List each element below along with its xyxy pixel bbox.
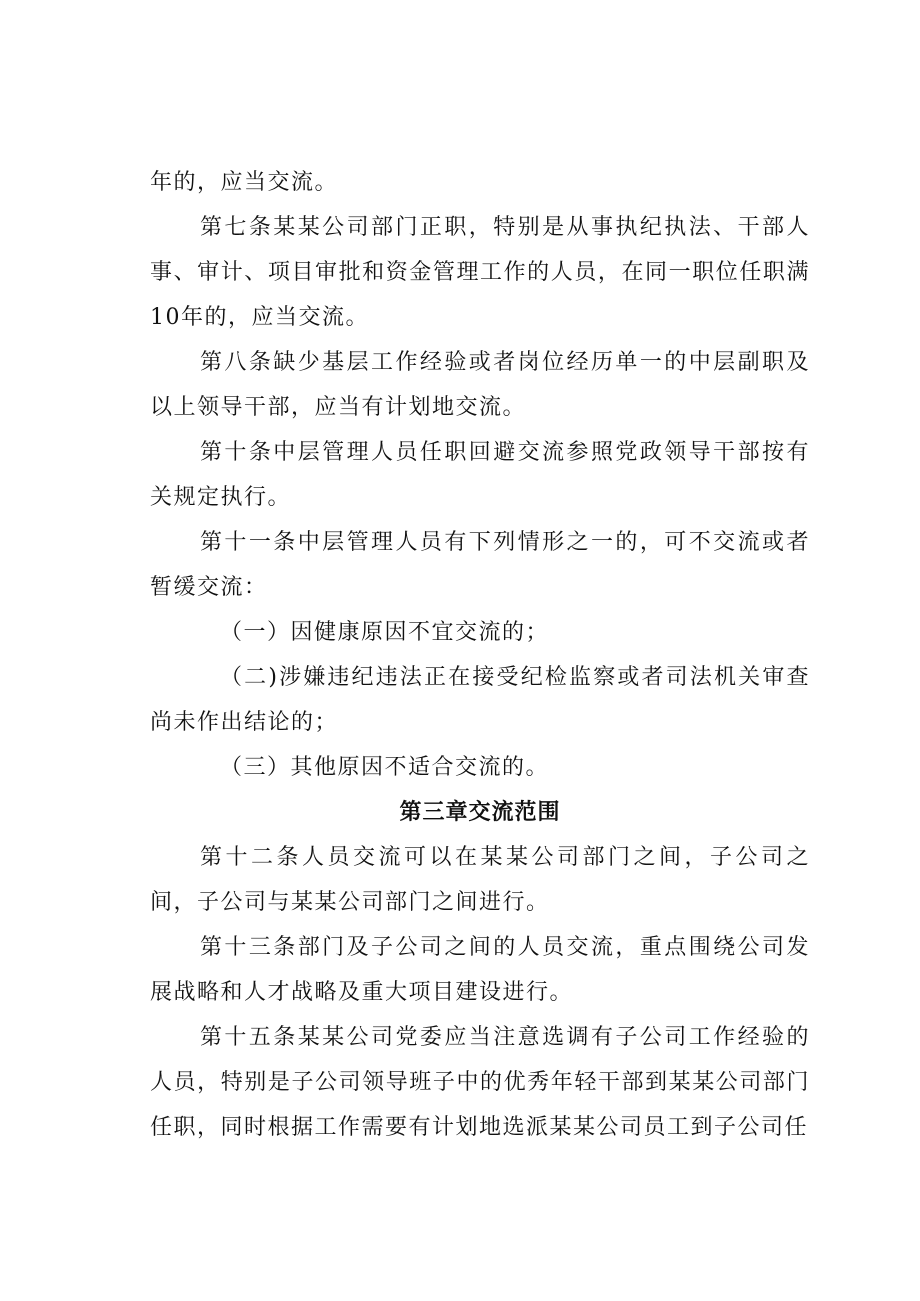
paragraph-article-10: 第十条中层管理人员任职回避交流参照党政领导干部按有关规定执行。 — [150, 440, 810, 510]
paragraph-article-12: 第十二条人员交流可以在某某公司部门之间，子公司之间，子公司与某某公司部门之间进行。 — [150, 845, 810, 915]
document-body — [150, 160, 810, 1150]
chapter-heading: 第三章交流范围 — [399, 800, 561, 825]
paragraph-continuation: 年的，应当交流。 — [150, 170, 339, 195]
list-item-1: （一）因健康原因不宜交流的； — [220, 620, 550, 645]
list-item-3: （三）其他原因不适合交流的。 — [220, 755, 550, 780]
paragraph-article-11: 第十一条中层管理人员有下列情形之一的，可不交流或者暂缓交流： — [150, 530, 810, 600]
paragraph-article-7: 第七条某某公司部门正职，特别是从事执纪执法、干部人事、审计、项目审批和资金管理工作的人员，在同一职位任职满10年的，应当交流。 — [150, 215, 810, 330]
list-item-2: （二)涉嫌违纪违法正在接受纪检监察或者司法机关审查尚未作出结论的； — [150, 665, 810, 735]
paragraph-article-15: 第十五条某某公司党委应当注意选调有子公司工作经验的人员，特别是子公司领导班子中的优秀年轻干部到某某公司部门任职，同时根据工作需要有计划地选派某某公司员工到子公司任 — [150, 1025, 810, 1140]
paragraph-article-13: 第十三条部门及子公司之间的人员交流，重点围绕公司发展战略和人才战略及重大项目建设进行。 — [150, 935, 810, 1005]
paragraph-article-8: 第八条缺少基层工作经验或者岗位经历单一的中层副职及以上领导干部，应当有计划地交流。 — [150, 350, 810, 420]
